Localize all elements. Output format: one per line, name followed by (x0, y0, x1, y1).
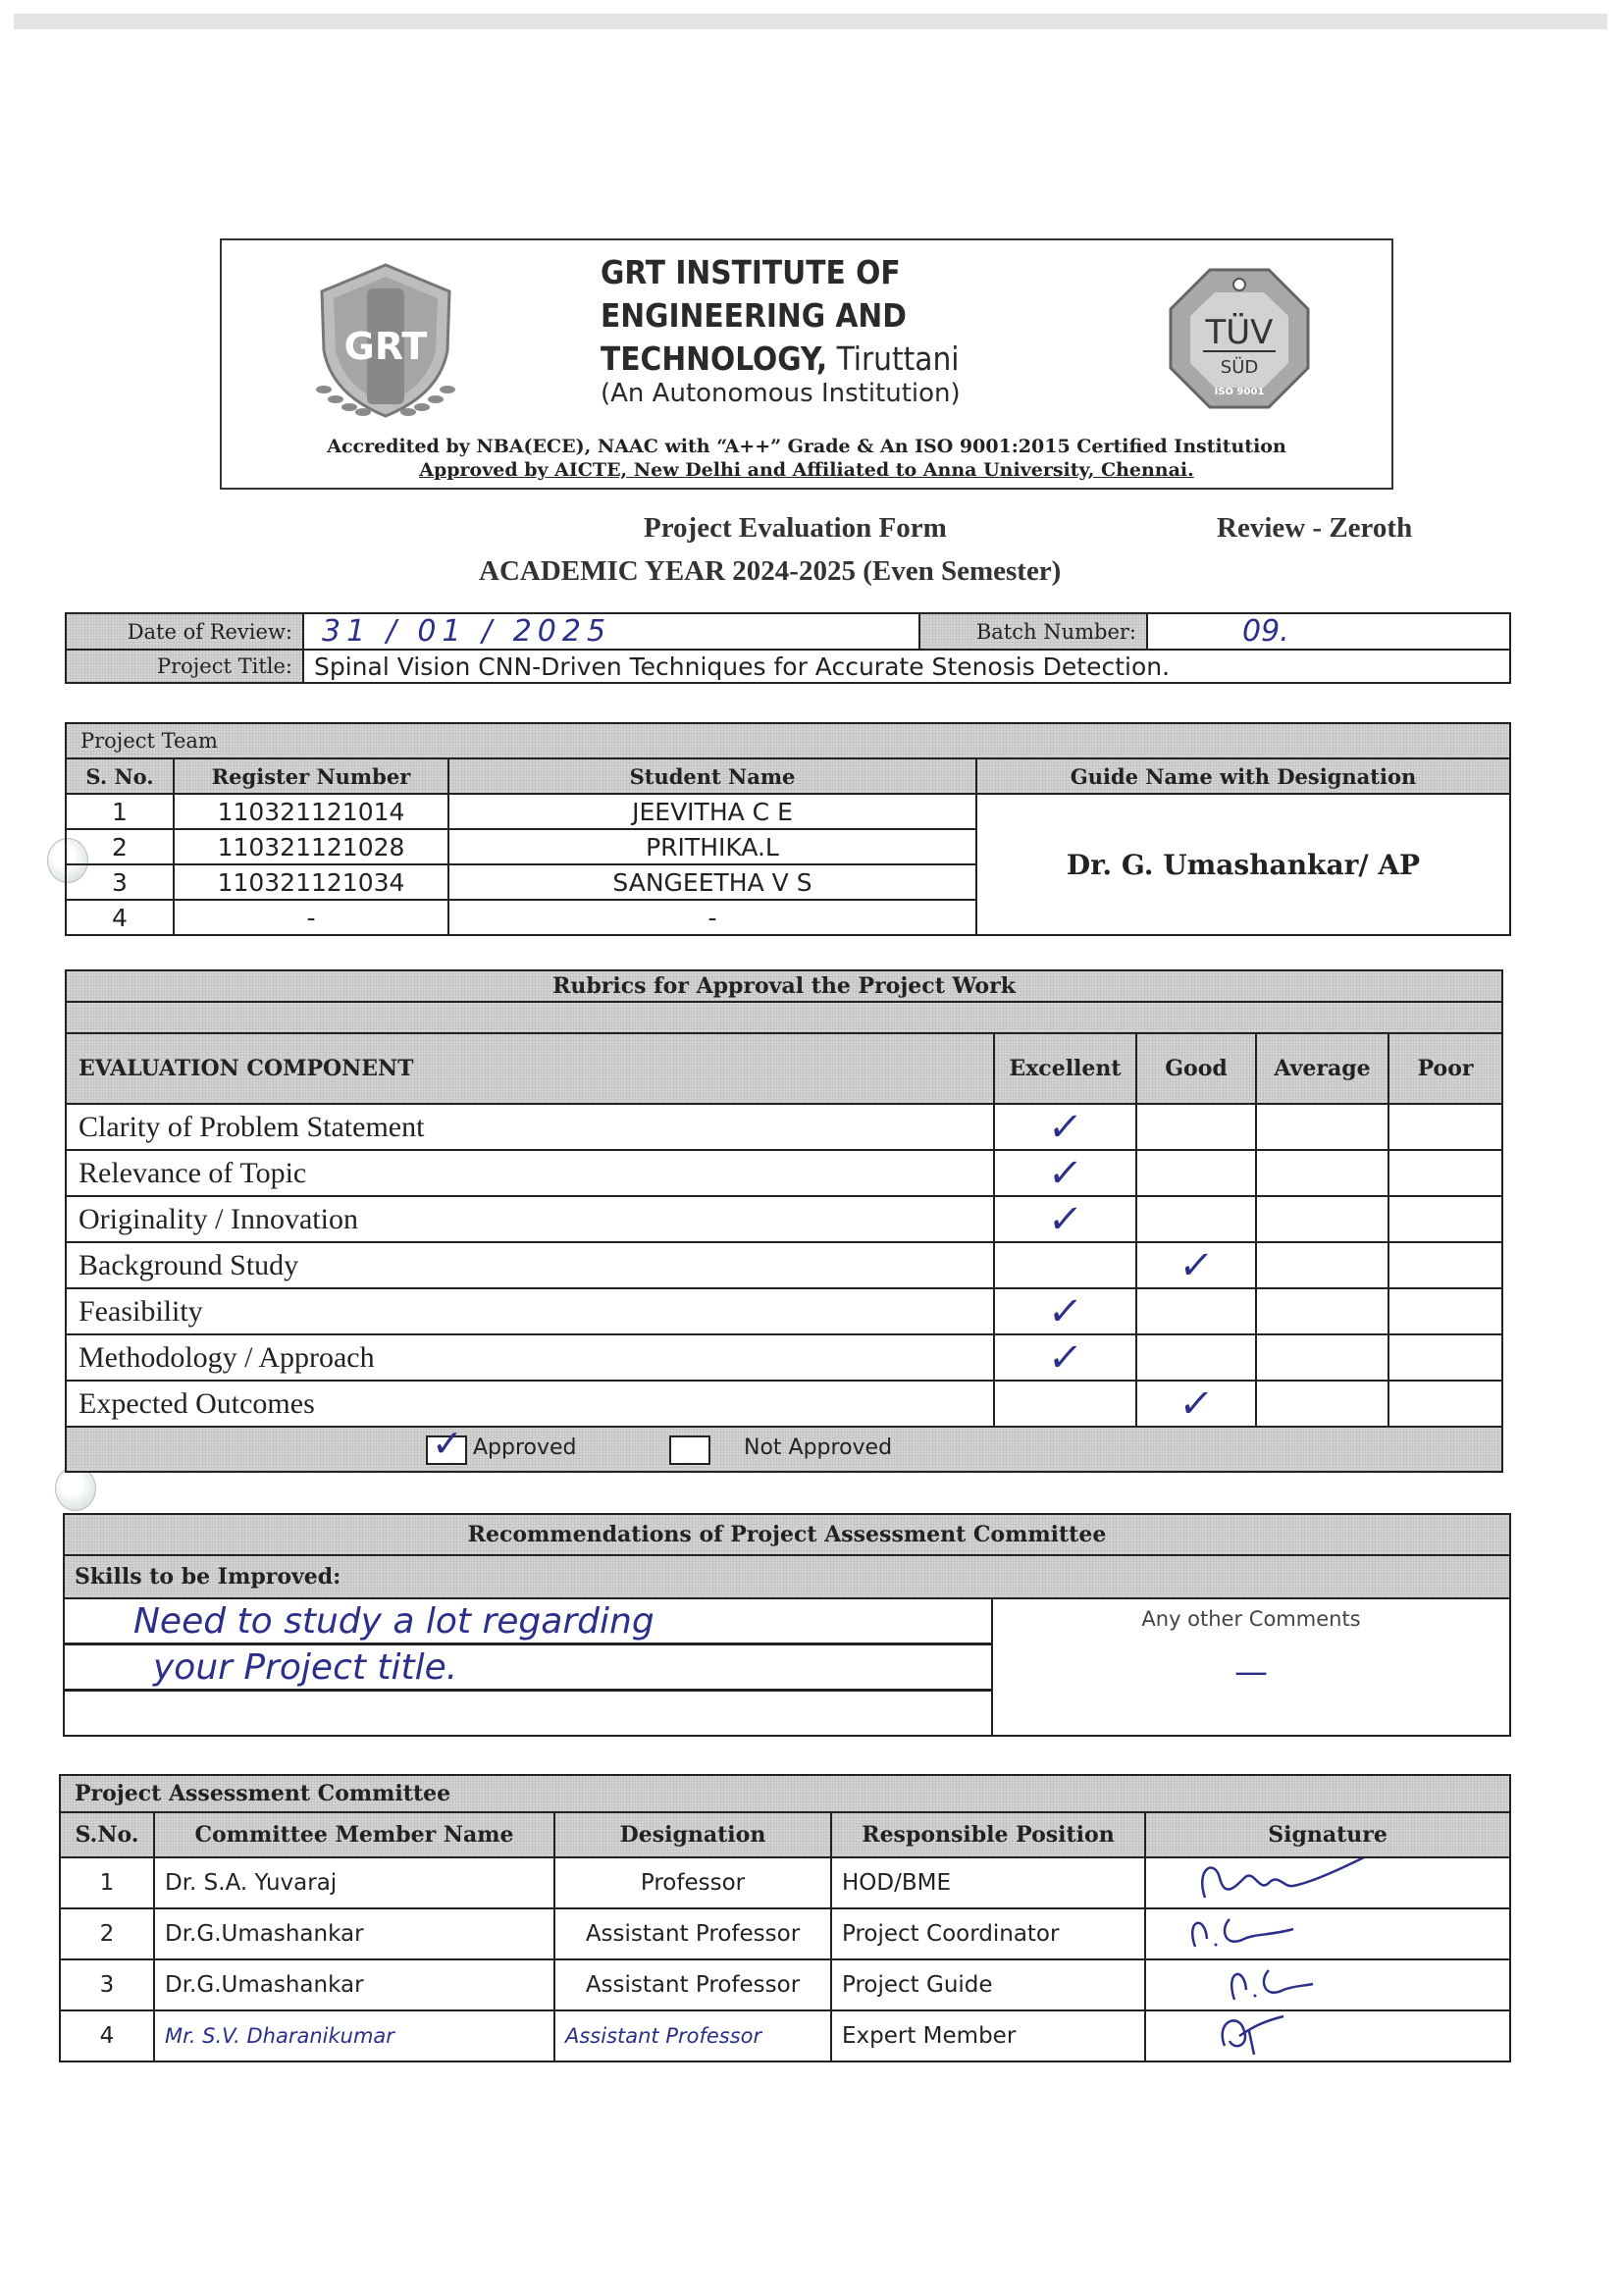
col-member-name: Committee Member Name (154, 1812, 554, 1857)
rating-cell-poor[interactable] (1388, 1381, 1502, 1427)
committee-designation: Assistant Professor (554, 1908, 831, 1959)
grt-logo (302, 257, 469, 424)
signature-scribble-icon (1146, 2011, 1509, 2055)
academic-year-text: ACADEMIC YEAR 2024-2025 (Even Semester) (479, 555, 1062, 587)
form-title: Project Evaluation Form (644, 512, 947, 544)
committee-sno: 1 (60, 1857, 154, 1908)
batch-label: Batch Number: (919, 613, 1147, 650)
col-cmt-sno: S.No. (60, 1812, 154, 1857)
rubric-component: Expected Outcomes (66, 1381, 994, 1427)
rating-cell-average[interactable] (1256, 1381, 1388, 1427)
committee-member-name: Dr. S.A. Yuvaraj (154, 1857, 554, 1908)
col-sno: S. No. (66, 758, 174, 794)
rating-cell-good[interactable] (1136, 1288, 1256, 1334)
col-designation: Designation (554, 1812, 831, 1857)
academic-year (479, 555, 1061, 588)
rating-cell-excellent[interactable] (994, 1381, 1136, 1427)
rating-cell-poor[interactable] (1388, 1104, 1502, 1150)
check-mark-icon: ✓ (1177, 1381, 1216, 1427)
rubrics-section-title: Rubrics for Approval the Project Work (66, 970, 1502, 1002)
rubric-component: Methodology / Approach (66, 1334, 994, 1381)
signature-cell[interactable] (1145, 2010, 1510, 2061)
rubric-row (66, 1150, 1502, 1196)
date-field[interactable] (303, 613, 919, 650)
committee-designation: Assistant Professor (554, 1959, 831, 2010)
committee-member-name: Dr.G.Umashankar (154, 1908, 554, 1959)
team-student: JEEVITHA C E (448, 794, 976, 829)
signature-scribble-icon (1146, 1960, 1509, 2004)
date-label: Date of Review: (66, 613, 303, 650)
rating-cell-poor[interactable] (1388, 1334, 1502, 1381)
team-register: 110321121034 (174, 864, 448, 900)
signature-cell[interactable] (1145, 1959, 1510, 2010)
institution-line-2: ENGINEERING AND (601, 296, 907, 335)
rating-cell-average[interactable] (1256, 1334, 1388, 1381)
col-good: Good (1136, 1033, 1256, 1104)
col-signature: Signature (1145, 1812, 1510, 1857)
team-sno: 2 (66, 829, 174, 864)
rubric-row (66, 1381, 1502, 1427)
tuv-sud-logo (1166, 265, 1313, 412)
team-register: 110321121028 (174, 829, 448, 864)
rating-cell-good[interactable] (1136, 1196, 1256, 1242)
institution-name (601, 251, 960, 381)
rubric-row (66, 1104, 1502, 1150)
rating-cell-average[interactable] (1256, 1104, 1388, 1150)
guide-name: Dr. G. Umashankar/ AP (976, 794, 1510, 935)
rating-cell-good[interactable] (1136, 1104, 1256, 1150)
skills-text-2: your Project title. (153, 1646, 458, 1688)
rating-cell-good[interactable] (1136, 1381, 1256, 1427)
rating-cell-average[interactable] (1256, 1288, 1388, 1334)
batch-value: 09. (1242, 614, 1289, 649)
skills-text-1: Need to study a lot regarding (133, 1600, 654, 1642)
skills-line-1[interactable] (64, 1598, 992, 1644)
committee-member-name: Mr. S.V. Dharanikumar (154, 2010, 554, 2061)
committee-sno: 2 (60, 1908, 154, 1959)
rubric-row (66, 1196, 1502, 1242)
committee-sno: 4 (60, 2010, 154, 2061)
project-title-value: Spinal Vision CNN-Driven Techniques for Accurate Stenosis Detection. (303, 650, 1510, 683)
check-mark-icon: ✓ (1045, 1288, 1085, 1334)
date-value: 31 / 01 / 2025 (322, 614, 612, 649)
signature-cell[interactable] (1145, 1857, 1510, 1908)
rating-cell-good[interactable] (1136, 1150, 1256, 1196)
rubric-row (66, 1242, 1502, 1288)
institution-city: Tiruttani (827, 339, 960, 378)
skills-line-2[interactable] (64, 1644, 992, 1691)
rating-cell-good[interactable] (1136, 1334, 1256, 1381)
logo-sud-text: SÜD (1220, 357, 1259, 378)
rating-cell-poor[interactable] (1388, 1242, 1502, 1288)
approval-line: Approved by AICTE, New Delhi and Affiliated to Anna University, Chennai. (419, 459, 1194, 481)
team-student: PRITHIKA.L (448, 829, 976, 864)
not-approved-label: Not Approved (744, 1435, 893, 1460)
project-details-table (65, 612, 1511, 684)
logo-tuv-text: TÜV (1205, 313, 1274, 352)
rating-cell-excellent[interactable] (994, 1196, 1136, 1242)
rating-cell-excellent[interactable] (994, 1104, 1136, 1150)
committee-position: Expert Member (831, 2010, 1145, 2061)
col-excellent: Excellent (994, 1033, 1136, 1104)
rubric-component: Originality / Innovation (66, 1196, 994, 1242)
rubric-component: Relevance of Topic (66, 1150, 994, 1196)
rating-cell-excellent[interactable] (994, 1150, 1136, 1196)
team-register: 110321121014 (174, 794, 448, 829)
rubric-row (66, 1288, 1502, 1334)
approved-check-mark: ✓ (432, 1422, 463, 1465)
committee-position: Project Guide (831, 1959, 1145, 2010)
project-team-table (65, 722, 1511, 936)
team-section-title: Project Team (66, 723, 1510, 758)
approval-row (66, 1422, 1502, 1472)
accreditation-line: Accredited by NBA(ECE), NAAC with “A++” Grade & An ISO 9001:2015 Certified Institution (327, 436, 1286, 457)
committee-member-name: Dr.G.Umashankar (154, 1959, 554, 2010)
rating-cell-poor[interactable] (1388, 1288, 1502, 1334)
col-poor: Poor (1388, 1033, 1502, 1104)
committee-row (60, 2010, 1510, 2061)
rubrics-table (65, 969, 1503, 1473)
check-mark-icon: ✓ (1177, 1242, 1216, 1288)
committee-position: Project Coordinator (831, 1908, 1145, 1959)
check-mark-icon: ✓ (1045, 1150, 1085, 1196)
signature-scribble-icon (1146, 1909, 1509, 1953)
rubric-component: Background Study (66, 1242, 994, 1288)
logo-iso-text: ISO 9001 (1214, 387, 1265, 397)
committee-designation: Professor (554, 1857, 831, 1908)
rating-cell-poor[interactable] (1388, 1150, 1502, 1196)
rating-cell-poor[interactable] (1388, 1196, 1502, 1242)
signature-scribble-icon (1146, 1858, 1509, 1902)
col-evaluation-component: EVALUATION COMPONENT (66, 1033, 994, 1104)
rating-cell-excellent[interactable] (994, 1242, 1136, 1288)
committee-designation: Assistant Professor (554, 2010, 831, 2061)
institution-subtitle: (An Autonomous Institution) (601, 379, 961, 408)
scan-top-strip (14, 14, 1607, 29)
rating-cell-average[interactable] (1256, 1196, 1388, 1242)
rubrics-spacer-row (66, 1002, 1502, 1033)
rating-cell-excellent[interactable] (994, 1288, 1136, 1334)
rating-cell-average[interactable] (1256, 1150, 1388, 1196)
team-sno: 1 (66, 794, 174, 829)
review-stage: Review - Zeroth (1217, 512, 1413, 544)
committee-sno: 3 (60, 1959, 154, 2010)
rubric-component: Feasibility (66, 1288, 994, 1334)
skills-label: Skills to be Improved: (64, 1555, 1510, 1598)
check-mark-icon: ✓ (1045, 1104, 1085, 1150)
rating-cell-average[interactable] (1256, 1242, 1388, 1288)
signature-cell[interactable] (1145, 1908, 1510, 1959)
approved-checkbox[interactable] (426, 1422, 467, 1465)
col-guide: Guide Name with Designation (976, 758, 1510, 794)
check-mark-icon: ✓ (1045, 1196, 1085, 1242)
institution-line-1: GRT INSTITUTE OF (601, 253, 901, 291)
team-row (66, 794, 1510, 829)
committee-row (60, 1857, 1510, 1908)
col-position: Responsible Position (831, 1812, 1145, 1857)
team-register: - (174, 900, 448, 935)
team-sno: 4 (66, 900, 174, 935)
batch-field[interactable] (1147, 613, 1510, 650)
committee-row (60, 1908, 1510, 1959)
team-student: - (448, 900, 976, 935)
committee-position: HOD/BME (831, 1857, 1145, 1908)
committee-table (59, 1774, 1511, 2062)
skills-line-3[interactable] (64, 1691, 992, 1737)
recommendations-section-title: Recommendations of Project Assessment Committee (64, 1514, 1510, 1555)
approved-label: Approved (473, 1435, 577, 1460)
committee-row (60, 1959, 1510, 2010)
col-register-number: Register Number (174, 758, 448, 794)
title-label: Project Title: (66, 650, 303, 683)
rating-cell-excellent[interactable] (994, 1334, 1136, 1381)
rubric-row (66, 1334, 1502, 1381)
institution-line-3 (601, 338, 960, 381)
other-comments-value: — (1234, 1652, 1268, 1692)
col-student-name: Student Name (448, 758, 976, 794)
team-sno: 3 (66, 864, 174, 900)
other-comments-label: Any other Comments (1141, 1607, 1361, 1631)
committee-section-title: Project Assessment Committee (60, 1775, 1510, 1812)
col-average: Average (1256, 1033, 1388, 1104)
other-comments-cell[interactable] (992, 1598, 1510, 1736)
recommendations-table (63, 1513, 1511, 1737)
team-student: SANGEETHA V S (448, 864, 976, 900)
not-approved-checkbox[interactable] (669, 1435, 710, 1465)
check-mark-icon: ✓ (1045, 1334, 1085, 1381)
rating-cell-good[interactable] (1136, 1242, 1256, 1288)
rubric-component: Clarity of Problem Statement (66, 1104, 994, 1150)
institution-line-3-bold: TECHNOLOGY, (601, 339, 828, 378)
logo-grt-text: GRT (343, 325, 428, 368)
